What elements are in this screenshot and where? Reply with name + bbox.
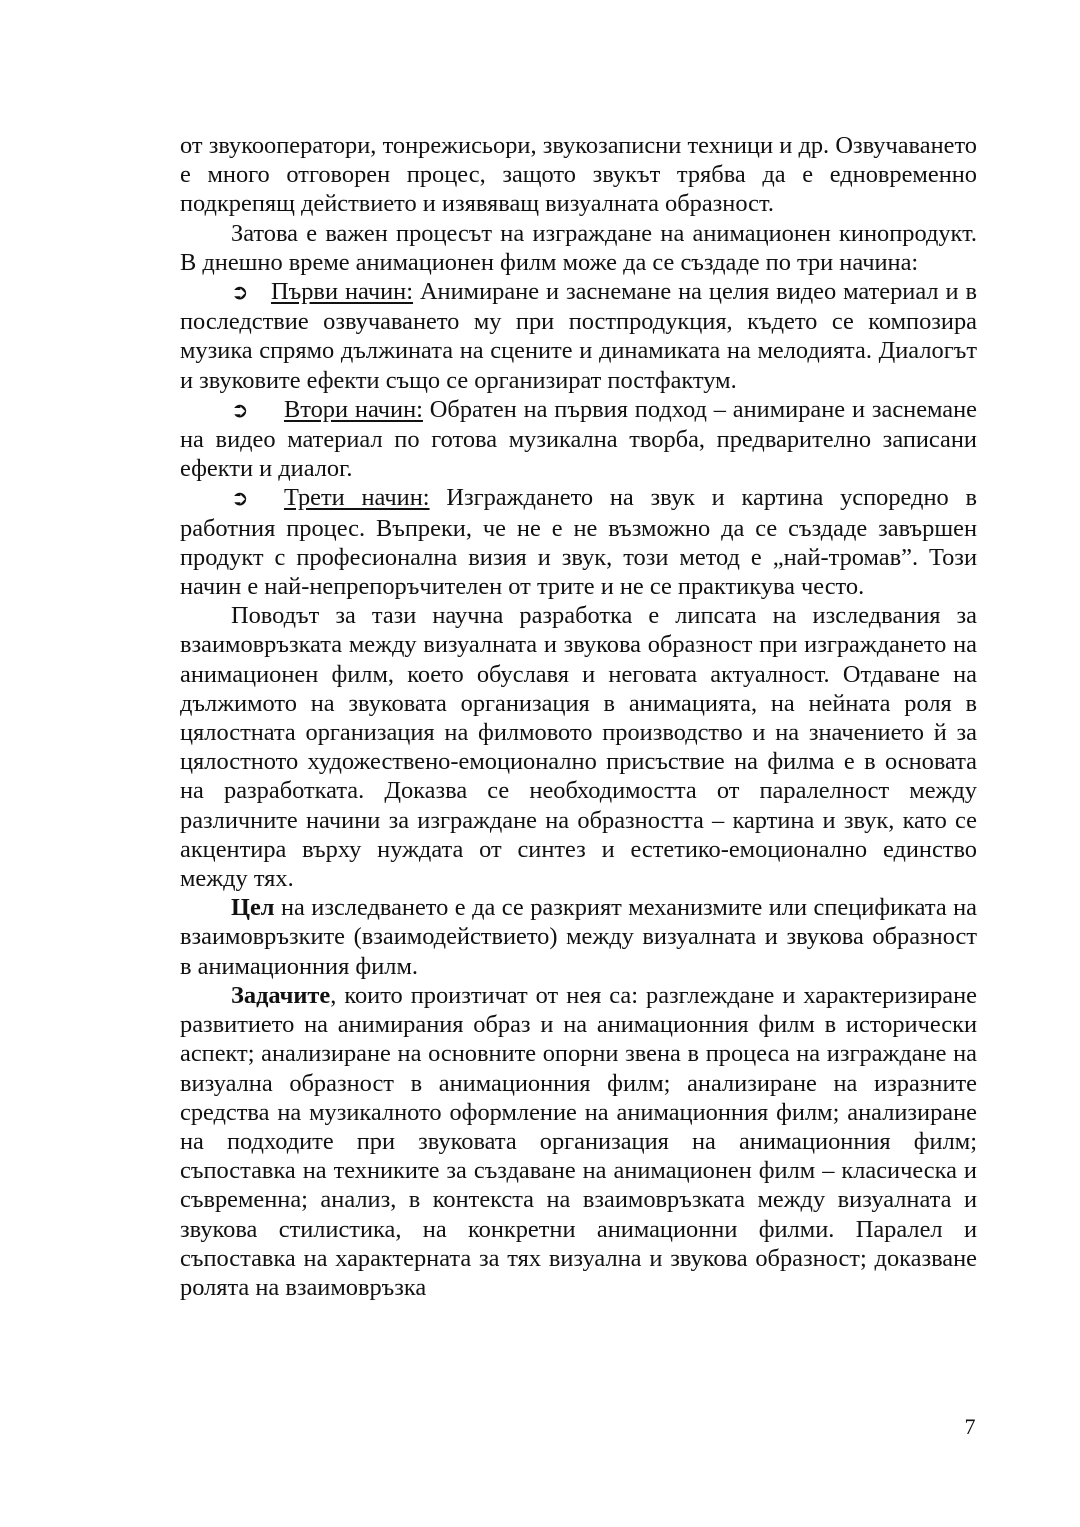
bold-term: Цел (231, 894, 275, 922)
paragraph-text: на изследването е да се разкрият механизмите или спецификата на взаимовръзките (взаимодействието) между визуалната и звукова образност в анимационния филм. (180, 894, 977, 980)
page-number: 7 (964, 1414, 976, 1439)
bullet-label: Втори начин: (284, 395, 423, 423)
bold-term: Задачите (231, 981, 331, 1009)
bullet-label: Първи начин: (271, 278, 413, 306)
right-arrow-icon: ➲ (231, 280, 249, 305)
right-arrow-icon: ➲ (231, 486, 249, 511)
paragraph-tasks (180, 981, 977, 1302)
paragraph-text: от звукооператори, тонрежисьори, звукозаписни техници и др. Озвучаването е много отговорен процес, защото звукът трябва да е едновременно подкрепящ действието и изявяващ визуалната образност. (180, 132, 977, 218)
bullet-first-method (180, 277, 977, 395)
document-body (180, 131, 977, 1302)
paragraph-text: , които произтичат от нея са: разглеждане и характеризиране развитието на анимирания образ и на анимационния филм в исторически аспект; анализиране на основните опорни звена в процеса на изграждане на визуална образност в анимационния филм; анализиране на изразните средства на музикалното оформление на анимационния филм; анализиране на подходите при звуковата организация на анимационния филм; съпоставка на техниките за създаване на анимационен филм – класическа и съвременна; анализ, в контекста на взаимовръзката между визуалната и звукова стилистика, на конкретни анимационни филми. Паралел и съпоставка на характерната за тях визуална и звукова образност; доказване ролята на взаимовръзка (180, 981, 977, 1301)
bullet-label: Трети начин: (284, 484, 430, 512)
paragraph-goal (180, 893, 977, 981)
right-arrow-icon: ➲ (231, 397, 249, 422)
bullet-second-method (180, 395, 977, 484)
paragraph-continuation (180, 131, 977, 219)
paragraph-intro-methods (180, 219, 977, 277)
bullet-text: Анимиране и заснемане на целия видео материал и в последствие озвучаването му при постпродукция, където се композира музика спрямо дължината на сцените и динамиката на мелодията. Диалогът и звуковите ефекти също се организират постфактум. (180, 278, 978, 394)
paragraph-motivation (180, 601, 977, 893)
bullet-third-method (180, 483, 977, 601)
bullet-text: Изграждането на звук и картина успоредно в работния процес. Въпреки, че не е не възможно да се създаде завършен продукт с професионална визия и звук, този метод е „най-тромав”. Този начин е най-непрепоръчителен от трите и не се практикува често. (180, 484, 977, 601)
paragraph-text: Поводът за тази научна разработка е липсата на изследвания за взаимовръзката между визуалната и звукова образност при изграждането на анимационен филм, което обуславя и неговата актуалност. Отдаване на дължимото на звуковата организация в анимацията, на нейната роля в цялостната организация на филмовото производство и на значението й за цялостното художествено-емоционално присъствие на филма е в основата на разработката. Доказва се необходимостта от паралелност между различните начини за изграждане на образността – картина и звук, като се акцентира върху нуждата от синтез и естетико-емоционално единство между тях. (180, 602, 977, 893)
paragraph-text: Затова е важен процесът на изграждане на анимационен кинопродукт. В днешно време анимационен филм може да се създаде по три начина: (180, 219, 977, 276)
bullet-text: Обратен на първия подход – анимиране и заснемане на видео материал по готова музикална творба, предварително записани ефекти и диалог. (180, 395, 977, 483)
